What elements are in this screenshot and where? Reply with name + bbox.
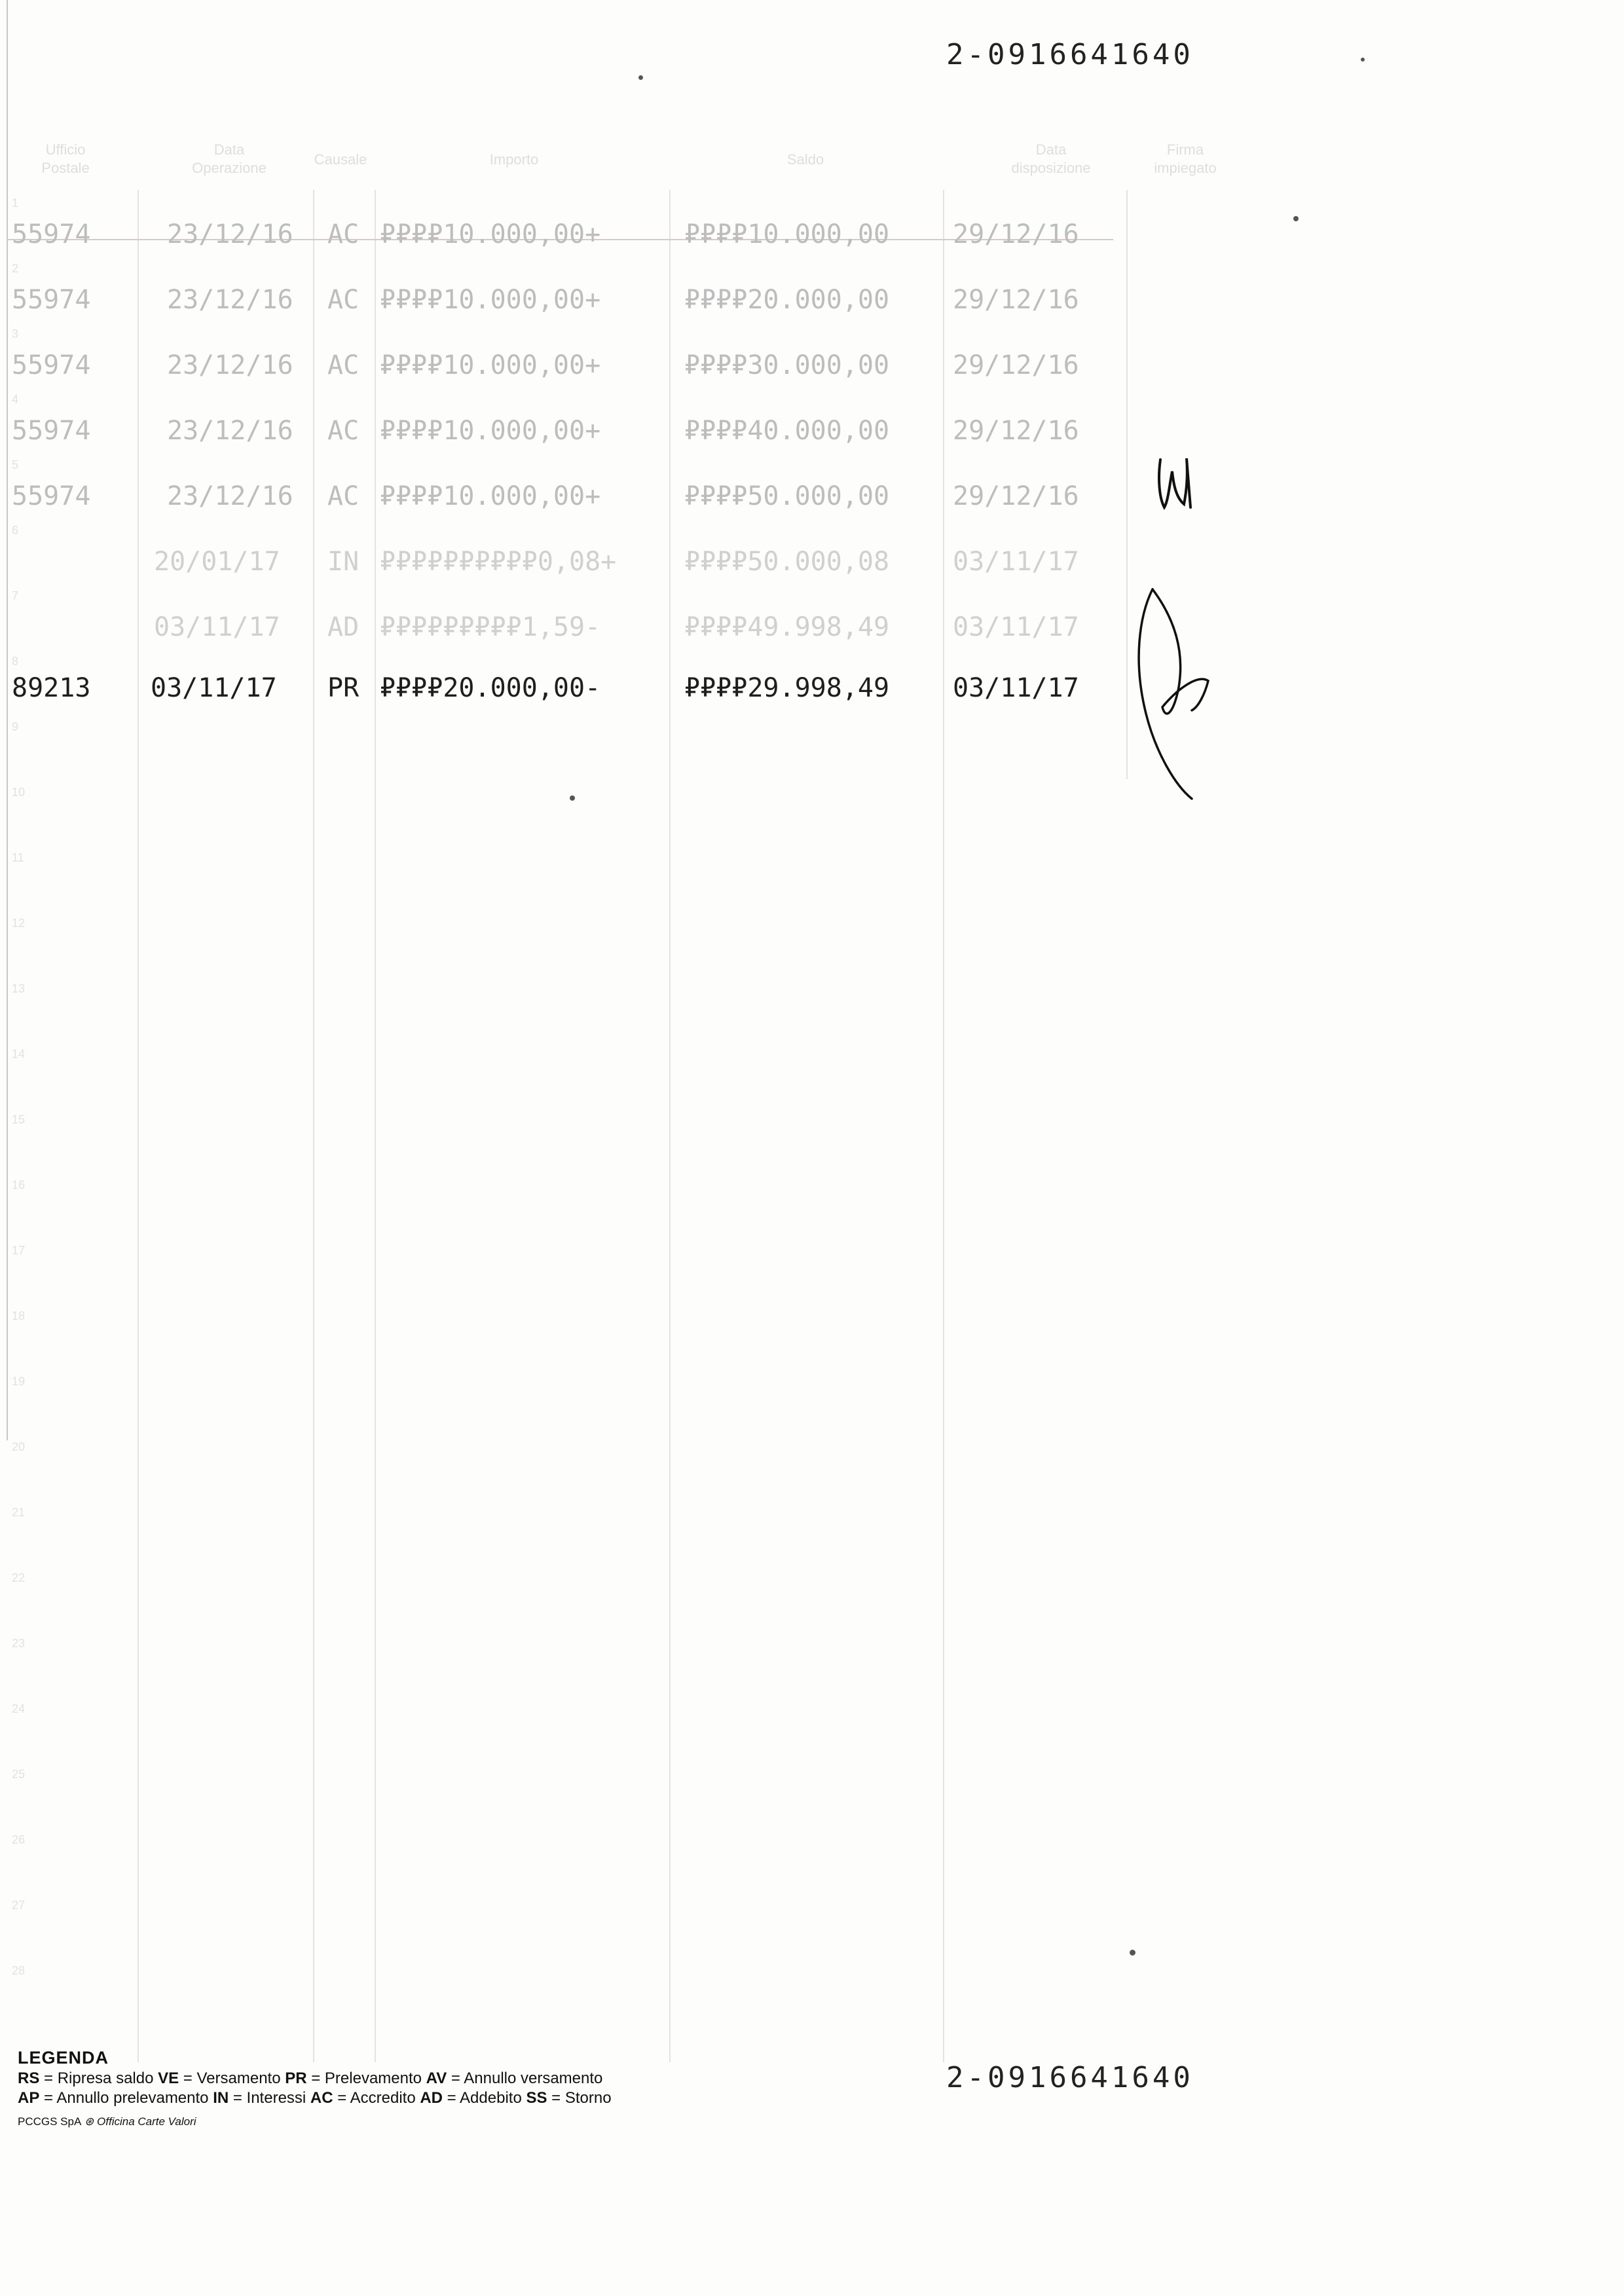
table-row <box>0 416 1153 455</box>
date-cell: 03/11/17 <box>154 612 280 642</box>
table-row <box>0 285 1153 324</box>
date-cell: 23/12/16 <box>167 350 293 380</box>
amount-cell: ₽₽₽₽₽₽₽₽₽₽0,08+ <box>380 547 617 577</box>
row-number: 21 <box>12 1506 26 1519</box>
code-cell: IN <box>327 547 360 577</box>
value-date-cell: 29/12/16 <box>953 416 1079 446</box>
balance-cell: ₽₽₽₽50.000,08 <box>684 547 890 577</box>
table-row <box>0 481 1153 520</box>
row-number: 7 <box>12 589 19 602</box>
legend-desc: = Accredito <box>333 2089 420 2107</box>
column-headers <box>0 141 1244 193</box>
value-date-cell: 29/12/16 <box>953 285 1079 315</box>
legend-code: AP <box>18 2089 40 2107</box>
page-edge <box>7 0 8 1440</box>
balance-cell: ₽₽₽₽30.000,00 <box>684 350 890 380</box>
balance-cell: ₽₽₽₽29.998,49 <box>684 673 890 703</box>
amount-cell: ₽₽₽₽10.000,00+ <box>380 350 601 380</box>
amount-cell: ₽₽₽₽10.000,00+ <box>380 219 601 249</box>
legend-code: VE <box>158 2069 179 2087</box>
office-cell: 89213 <box>12 673 91 703</box>
column-divider <box>943 190 944 2062</box>
code-cell: PR <box>327 673 360 703</box>
row-number: 3 <box>12 327 19 340</box>
legend-desc: = Annullo prelevamento <box>39 2089 213 2107</box>
code-cell: AC <box>327 285 360 315</box>
column-divider <box>138 190 139 2062</box>
legend-code: AC <box>310 2089 333 2107</box>
date-cell: 23/12/16 <box>167 219 293 249</box>
paper-speck <box>1293 216 1299 221</box>
amount-cell: ₽₽₽₽10.000,00+ <box>380 285 601 315</box>
legend-line-2 <box>18 2089 612 2107</box>
office-cell: 55974 <box>12 285 91 315</box>
paper-speck <box>1361 58 1365 62</box>
legend-title: LEGENDA <box>18 2048 109 2068</box>
row-number: 18 <box>12 1309 26 1322</box>
header-signature: Firma impiegato <box>1154 141 1217 176</box>
legend-desc: = Versamento <box>179 2069 286 2087</box>
legend-desc: = Interessi <box>229 2089 310 2107</box>
table-row <box>0 547 1153 586</box>
legend-code: RS <box>18 2069 40 2087</box>
legend-code: PR <box>285 2069 307 2087</box>
printer-name: PCCGS SpA <box>18 2115 82 2128</box>
value-date-cell: 29/12/16 <box>953 219 1079 249</box>
value-date-cell: 03/11/17 <box>953 673 1079 703</box>
legend <box>18 2048 612 2128</box>
row-number: 25 <box>12 1768 26 1781</box>
paper-speck <box>1130 1950 1135 1956</box>
row-number: 8 <box>12 655 19 668</box>
legend-code: AV <box>426 2069 447 2087</box>
row-number: 24 <box>12 1702 26 1715</box>
legend-desc: = Prelevamento <box>306 2069 426 2087</box>
document-code-top: 2-0916641640 <box>946 38 1194 71</box>
handwritten-initials <box>1153 445 1225 517</box>
row-number: 17 <box>12 1244 26 1257</box>
row-number: 10 <box>12 786 26 799</box>
balance-cell: ₽₽₽₽50.000,00 <box>684 481 890 511</box>
printer-subtitle: Officina Carte Valori <box>97 2115 196 2128</box>
amount-cell: ₽₽₽₽10.000,00+ <box>380 481 601 511</box>
balance-cell: ₽₽₽₽40.000,00 <box>684 416 890 446</box>
row-number: 20 <box>12 1440 26 1453</box>
value-date-cell: 03/11/17 <box>953 612 1079 642</box>
legend-desc: = Addebito <box>443 2089 526 2107</box>
code-cell: AC <box>327 481 360 511</box>
table-row <box>0 612 1153 651</box>
handwritten-signature <box>1126 576 1231 812</box>
header-date: Data Operazione <box>192 141 267 176</box>
value-date-cell: 29/12/16 <box>953 350 1079 380</box>
office-cell: 55974 <box>12 416 91 446</box>
office-cell: 55974 <box>12 481 91 511</box>
row-number: 5 <box>12 458 19 471</box>
date-cell: 03/11/17 <box>151 673 277 703</box>
header-balance: Saldo <box>786 151 824 168</box>
header-code: Causale <box>314 151 367 168</box>
date-cell: 23/12/16 <box>167 285 293 315</box>
legend-code: SS <box>526 2089 547 2107</box>
column-divider <box>313 190 314 2062</box>
paper-speck <box>638 75 643 80</box>
legend-desc: = Storno <box>547 2089 612 2107</box>
legend-code: IN <box>213 2089 229 2107</box>
office-cell: 55974 <box>12 350 91 380</box>
row-number: 19 <box>12 1375 26 1388</box>
value-date-cell: 03/11/17 <box>953 547 1079 577</box>
balance-cell: ₽₽₽₽49.998,49 <box>684 612 890 642</box>
balance-cell: ₽₽₽₽10.000,00 <box>684 219 890 249</box>
table-row <box>0 350 1153 390</box>
document-code-bottom: 2-0916641640 <box>946 2061 1194 2094</box>
office-cell: 55974 <box>12 219 91 249</box>
printer-logo-icon: ⊛ <box>84 2115 94 2128</box>
legend-line-1 <box>18 2069 612 2088</box>
row-number: 11 <box>12 851 24 864</box>
row-number: 6 <box>12 524 19 537</box>
value-date-cell: 29/12/16 <box>953 481 1079 511</box>
table-row <box>0 673 1153 712</box>
code-cell: AD <box>327 612 360 642</box>
code-cell: AC <box>327 219 360 249</box>
date-cell: 20/01/17 <box>154 547 280 577</box>
row-number: 1 <box>12 196 19 210</box>
row-number: 14 <box>12 1048 26 1061</box>
row-number: 23 <box>12 1637 26 1650</box>
row-number: 12 <box>12 917 26 930</box>
table-row <box>0 219 1153 259</box>
balance-cell: ₽₽₽₽20.000,00 <box>684 285 890 315</box>
column-divider <box>375 190 376 2062</box>
row-number: 16 <box>12 1178 26 1192</box>
code-cell: AC <box>327 350 360 380</box>
amount-cell: ₽₽₽₽10.000,00+ <box>380 416 601 446</box>
legend-code: AD <box>420 2089 443 2107</box>
row-number: 28 <box>12 1964 26 1977</box>
column-divider <box>669 190 671 2062</box>
date-cell: 23/12/16 <box>167 481 293 511</box>
legend-desc: = Ripresa saldo <box>39 2069 158 2087</box>
header-amount: Importo <box>489 151 539 168</box>
date-cell: 23/12/16 <box>167 416 293 446</box>
row-number: 13 <box>12 982 26 995</box>
row-number: 9 <box>12 720 19 733</box>
paper-speck <box>570 795 575 801</box>
row-number: 4 <box>12 393 19 406</box>
amount-cell: ₽₽₽₽₽₽₽₽₽1,59- <box>380 612 601 642</box>
row-number: 2 <box>12 262 19 275</box>
header-office: Ufficio Postale <box>41 141 90 176</box>
code-cell: AC <box>327 416 360 446</box>
row-number: 15 <box>12 1113 26 1126</box>
legend-desc: = Annullo versamento <box>447 2069 603 2087</box>
row-number: 27 <box>12 1899 26 1912</box>
row-number: 22 <box>12 1571 26 1584</box>
printer-imprint <box>18 2115 612 2128</box>
amount-cell: ₽₽₽₽20.000,00- <box>380 673 601 703</box>
row-number: 26 <box>12 1833 26 1846</box>
header-value-date: Data disposizione <box>1011 141 1091 176</box>
